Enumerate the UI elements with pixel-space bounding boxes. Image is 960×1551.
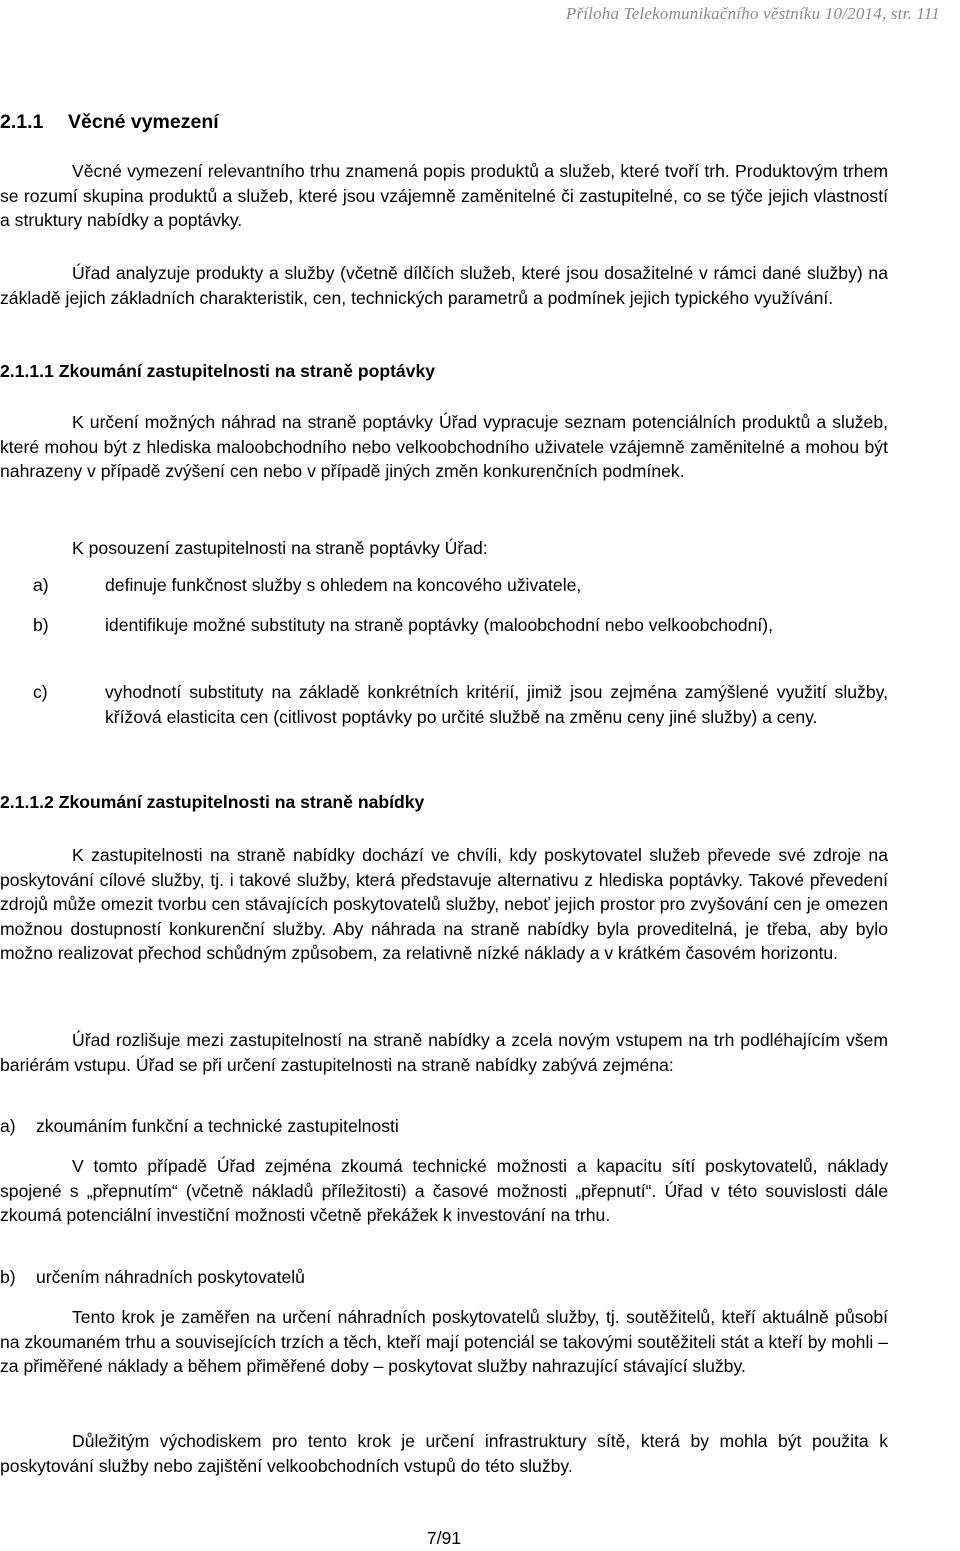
list-item <box>0 613 888 638</box>
list-item-label: b) <box>0 1267 16 1287</box>
paragraph-8: Tento krok je zaměřen na určení náhradních poskytovatelů služby, tj. soutěžitelů, kteří aktuálně působí na zkoumaném trhu a souvisejících trzích a těch, kteří mají potenciál se takovými soutěžiteli stát a kteří by mohli – za přiměřené náklady a během přiměřené doby – poskytovat služby nahrazující stávající služby. <box>0 1307 888 1377</box>
page-number: 7/91 <box>426 1528 462 1548</box>
section-heading <box>0 110 219 135</box>
list-item-label: a) <box>33 575 49 595</box>
paragraph-4: K posouzení zastupitelnosti na straně poptávky Úřad: <box>72 538 488 558</box>
page-header: Příloha Telekomunikačního věstníku 10/2014, str. 111 <box>565 4 940 23</box>
list-item-text: zkoumáním funkční a technické zastupitelnosti <box>36 1116 399 1136</box>
paragraph-7: V tomto případě Úřad zejména zkoumá technické možnosti a kapacitu sítí poskytovatelů, náklady spojené s „přepnutím“ (včetně nákladů příležitosti) a časové možnosti „přepnutí“. Úřad v této souvislosti dále zkoumá potenciální investiční možnosti včetně překážek k investování na trhu. <box>0 1156 888 1226</box>
paragraph-1: Věcné vymezení relevantního trhu znamená popis produktů a služeb, které tvoří trh. Produktovým trhem se rozumí skupina produktů a služeb, které jsou vzájemně zaměnitelné či zastupitelné, co se týče jejich vlastností a struktury nabídky a poptávky. <box>0 161 888 231</box>
list-item <box>0 1265 888 1290</box>
section-number: 2.1.1 <box>0 111 44 133</box>
list-item-text: určením náhradních poskytovatelů <box>36 1267 305 1287</box>
paragraph-5: K zastupitelnosti na straně nabídky dochází ve chvíli, kdy poskytovatel služeb převede své zdroje na poskytování cílové služby, tj. i takové služby, která představuje alternativu z hlediska poptávky. Takové převedení zdrojů může omezit tvorbu cen stávajících poskytovatelů služby, neboť jejich prostor pro zvyšování cen je omezen možnou dostupností konkurenční služby. Aby náhrada na straně nabídky byla proveditelná, je třeba, aby bylo možno realizovat přechod schůdným způsobem, za relativně nízké náklady a v krátkém časovém horizontu. <box>0 845 888 964</box>
list-item-label: c) <box>33 682 48 702</box>
list-item-label: a) <box>0 1116 16 1136</box>
list-item-text: definuje funkčnost služby s ohledem na koncového uživatele, <box>105 575 582 595</box>
paragraph-3: K určení možných náhrad na straně poptávky Úřad vypracuje seznam potenciálních produktů a služeb, které mohou být z hlediska maloobchodního nebo velkoobchodního uživatele vzájemně zaměnitelné a mohou být nahrazeny v případě zvýšení cen nebo v případě jiných změn konkurenčních podmínek. <box>0 412 888 482</box>
paragraph-6: Úřad rozlišuje mezi zastupitelností na straně nabídky a zcela novým vstupem na trh podléhajícím všem bariérám vstupu. Úřad se při určení zastupitelnosti na straně nabídky zabývá zejména: <box>0 1030 888 1075</box>
subsection-heading-supply: 2.1.1.2 Zkoumání zastupitelnosti na straně nabídky <box>0 792 425 812</box>
paragraph-9: Důležitým východiskem pro tento krok je určení infrastruktury sítě, která by mohla být použita k poskytování služby nebo zajištění velkoobchodních vstupů do této služby. <box>0 1431 888 1476</box>
paragraph-2: Úřad analyzuje produkty a služby (včetně dílčích služeb, které jsou dosažitelné v rámci dané služby) na základě jejich základních charakteristik, cen, technických parametrů a podmínek jejich typického využívání. <box>0 263 888 308</box>
list-item <box>0 1114 888 1139</box>
list-item-text: vyhodnotí substituty na základě konkrétních kritérií, jimiž jsou zejména zamýšlené využití služby, křížová elasticita cen (citlivost poptávky po určité službě na změnu ceny jiné služby) a ceny. <box>105 682 888 727</box>
subsection-heading-demand: 2.1.1.1 Zkoumání zastupitelnosti na straně poptávky <box>0 361 436 381</box>
list-item <box>0 573 888 598</box>
section-title: Věcné vymezení <box>68 111 219 133</box>
list-item <box>0 680 888 729</box>
list-item-label: b) <box>33 615 49 635</box>
list-item-text: identifikuje možné substituty na straně poptávky (maloobchodní nebo velkoobchodní), <box>105 615 773 635</box>
